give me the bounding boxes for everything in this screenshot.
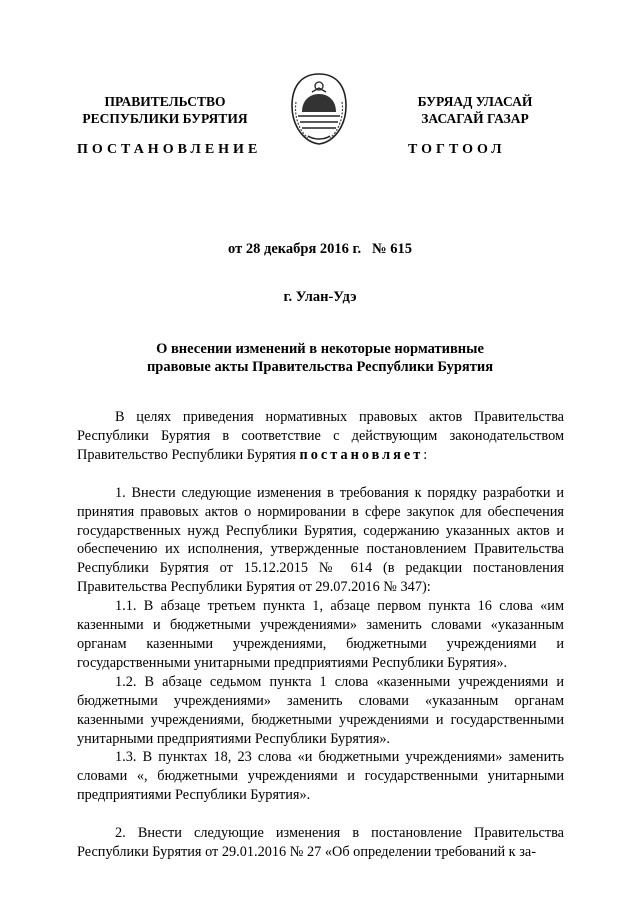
date-and-number <box>0 240 640 258</box>
issuer-buryat-line2: ЗАСАГАЙ ГАЗАР <box>421 111 529 126</box>
title-line2: правовые акты Правительства Республики Бурятия <box>146 359 494 375</box>
paragraph-1-2: 1.2. В абзаце седьмом пункта 1 слова «казенными учреждениями и бюджетными учреждениями» заменить словами «указанным органам казенными учреждениями, бюджетными учреждениями и государственными унитарными предприятиями Республики Бурятия». <box>77 673 564 747</box>
paragraph-1: 1. Внести следующие изменения в требования к порядку разработки и принятия правовых актов о нормировании в сфере закупок для обеспечения государственных нужд Республики Бурятия, содержанию указанных актов и обеспечению их исполнения, утвержденные постановлением Правительства Республики Бурятия от 15.12.2015 № 614 (в редакции постановления Правительства Республики Бурятия от 29.07.2016 № 347): <box>77 484 564 596</box>
title-line1: О внесении изменений в некоторые нормативные <box>156 341 484 357</box>
paragraph-1-1: 1.1. В абзаце третьем пункта 1, абзаце первом пункта 16 слова «им казенными и бюджетными учреждениями» заменить словами «указанным органам казенными учреждениями, бюджетными учреждениями и государственными унитарными предприятиями Республики Бурятия». <box>77 598 564 671</box>
issuer-russian <box>80 93 250 127</box>
issuer-russian-line2: РЕСПУБЛИКИ БУРЯТИЯ <box>82 111 248 126</box>
preamble-text: В целях приведения нормативных правовых актов Правительства Республики Бурятия в соответствие с действующим законодательством Правительство Республики Бурятия <box>77 409 564 463</box>
date-number-text: от 28 декабря 2016 г. № 615 <box>228 241 412 257</box>
issuer-buryat <box>380 93 570 127</box>
document-type-buryat: ТОГТООЛ <box>408 142 506 157</box>
preamble-colon: : <box>423 446 428 463</box>
document-type-russian: ПОСТАНОВЛЕНИЕ <box>77 142 262 157</box>
coat-of-arms-emblem <box>288 72 350 146</box>
issuer-buryat-line1: БУРЯАД УЛАСАЙ <box>417 94 533 109</box>
issuer-russian-line1: ПРАВИТЕЛЬСТВО <box>104 94 226 109</box>
paragraph-1-3: 1.3. В пунктах 18, 23 слова «и бюджетными учреждениями» заменить словами «, бюджетными учреждениями и государственными унитарными предприятиями Республики Бурятия». <box>77 749 564 804</box>
document-title <box>0 340 640 376</box>
document-body <box>77 408 564 862</box>
resolves-keyword: постановляет <box>299 446 424 463</box>
paragraph-2: 2. Внести следующие изменения в постановление Правительства Республики Бурятия от 29.01.2016 № 27 «Об определении требований к за- <box>77 825 564 861</box>
city: г. Улан-Удэ <box>283 289 357 305</box>
preamble-paragraph <box>77 408 564 465</box>
